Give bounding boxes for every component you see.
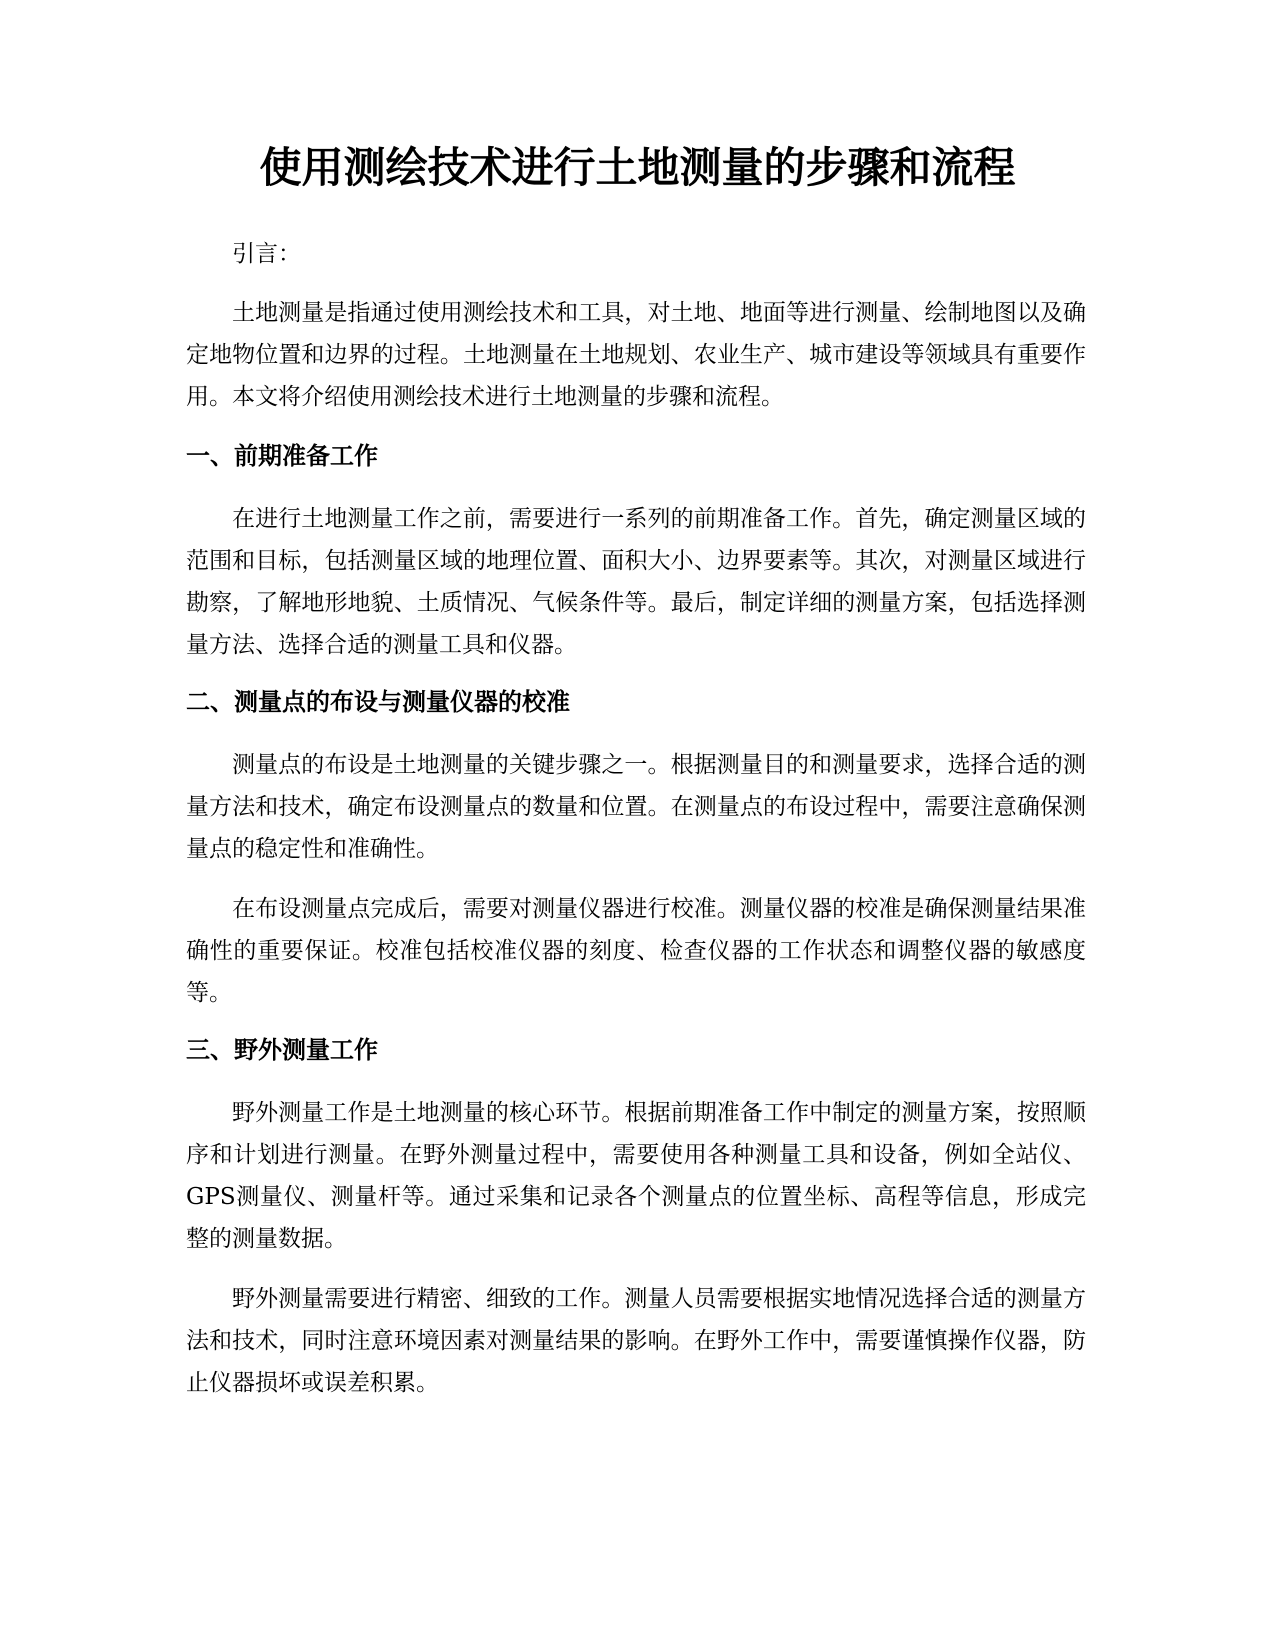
section-heading-3: 三、野外测量工作	[186, 1036, 378, 1064]
section-2-paragraph-2: 在布设测量点完成后，需要对测量仪器进行校准。测量仪器的校准是确保测量结果准确性的重要保证。校准包括校准仪器的刻度、检查仪器的工作状态和调整仪器的敏感度等。	[186, 896, 1086, 1006]
section-heading-2: 二、测量点的布设与测量仪器的校准	[186, 688, 570, 716]
section-3-paragraph-1: 野外测量工作是土地测量的核心环节。根据前期准备工作中制定的测量方案，按照顺序和计划进行测量。在野外测量过程中，需要使用各种测量工具和设备，例如全站仪、GPS测量仪、测量杆等。通过采集和记录各个测量点的位置坐标、高程等信息，形成完整的测量数据。	[186, 1100, 1086, 1252]
intro-paragraph: 土地测量是指通过使用测绘技术和工具，对土地、地面等进行测量、绘制地图以及确定地物位置和边界的过程。土地测量在土地规划、农业生产、城市建设等领域具有重要作用。本文将介绍使用测绘技术进行土地测量的步骤和流程。	[186, 300, 1086, 410]
section-heading-1: 一、前期准备工作	[186, 442, 378, 470]
section-3-paragraph-2: 野外测量需要进行精密、细致的工作。测量人员需要根据实地情况选择合适的测量方法和技术，同时注意环境因素对测量结果的影响。在野外工作中，需要谨慎操作仪器，防止仪器损坏或误差积累。	[186, 1286, 1086, 1396]
section-2-paragraph-1: 测量点的布设是土地测量的关键步骤之一。根据测量目的和测量要求，选择合适的测量方法和技术，确定布设测量点的数量和位置。在测量点的布设过程中，需要注意确保测量点的稳定性和准确性。	[186, 752, 1086, 862]
document-title: 使用测绘技术进行土地测量的步骤和流程	[259, 143, 1016, 192]
intro-label: 引言：	[232, 241, 301, 267]
section-1-paragraph-1: 在进行土地测量工作之前，需要进行一系列的前期准备工作。首先，确定测量区域的范围和目标，包括测量区域的地理位置、面积大小、边界要素等。其次，对测量区域进行勘察，了解地形地貌、土质情况、气候条件等。最后，制定详细的测量方案，包括选择测量方法、选择合适的测量工具和仪器。	[186, 506, 1086, 658]
